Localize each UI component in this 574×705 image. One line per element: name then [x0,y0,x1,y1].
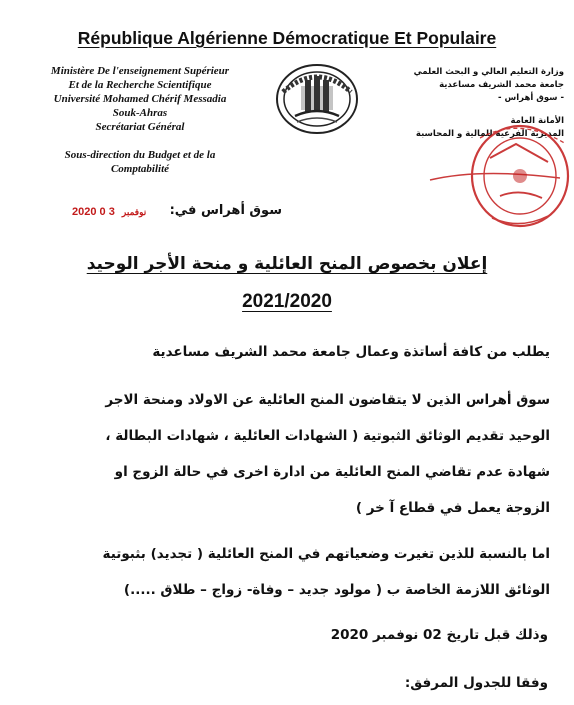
body-line-1: يطلب من كافة أساتذة وعمال جامعة محمد الشريف مساعدية [152,344,550,360]
university-line: Université Mohamed Chérif Messadia [53,93,227,105]
secretariat-line: Secrétariat Général [95,121,185,133]
attached-table-line: وفقا للجدول المرفق: [404,675,548,691]
research-line: Et de la Recherche Scientifique [68,79,212,91]
date-label: سوق أهراس في: [169,203,282,218]
university-line-ar: جامعة محمد الشريف مساعدية [439,80,564,90]
body-line-2: سوق أهراس الذين لا يتقاضون المنح العائلية عن الاولاد ومنحة الاجر [105,392,550,408]
ministry-line: Ministère De l'enseignement Supérieur [50,65,230,77]
header-french-block [10,64,270,176]
subdirection-line-2: Comptabilité [110,163,170,175]
subdirection-line-1: Sous-direction du Budget et de la [64,149,216,161]
ministry-line-ar: وزارة التعليم العالي و البحث العلمي [413,67,564,77]
date-year: 2020 [72,206,97,218]
official-seal-icon [415,118,572,234]
secretariat-line-ar: الأمانة العامة [510,116,564,126]
announcement-title: إعلان بخصوص المنح العائلية و منحة الأجر الوحيد [86,254,488,274]
body-line-3: الوحيد تقديم الوثائق الثبوتية ( الشهادات العائلية ، شهادات البطالة ، [105,428,550,444]
body-line-5: الزوجة يعمل في قطاع آ خر ) [355,500,550,516]
announcement-year: 2021/2020 [242,291,332,312]
handwritten-date [72,206,150,218]
body-line-4: شهادة عدم تقاضي المنح العائلية من ادارة اخرى في حالة الزوج او [114,464,550,480]
date-line [72,203,282,225]
republic-heading: République Algérienne Démocratique Et Populaire [77,28,497,48]
university-emblem-icon [275,62,359,136]
date-day: 3 0 [99,206,115,218]
body-line-7: الوثائق اللازمة الخاصة ب ( مولود جديد – وفاة- زواج – طلاق .....) [123,582,550,598]
city-line-ar: - سوق أهراس - [498,93,564,103]
body-line-6: اما بالنسبة للذين تغيرت وضعياتهم في المنح العائلية ( تجديد) بثبوتية [102,546,550,562]
deadline-line: وذلك قبل تاريخ 02 نوفمبر 2020 [330,627,548,643]
date-month: نوفمبر [121,207,147,217]
subdirection-line-ar: المديرية الفرعية للمالية و المحاسبة [415,129,564,139]
city-line: Souk-Ahras [112,107,168,119]
